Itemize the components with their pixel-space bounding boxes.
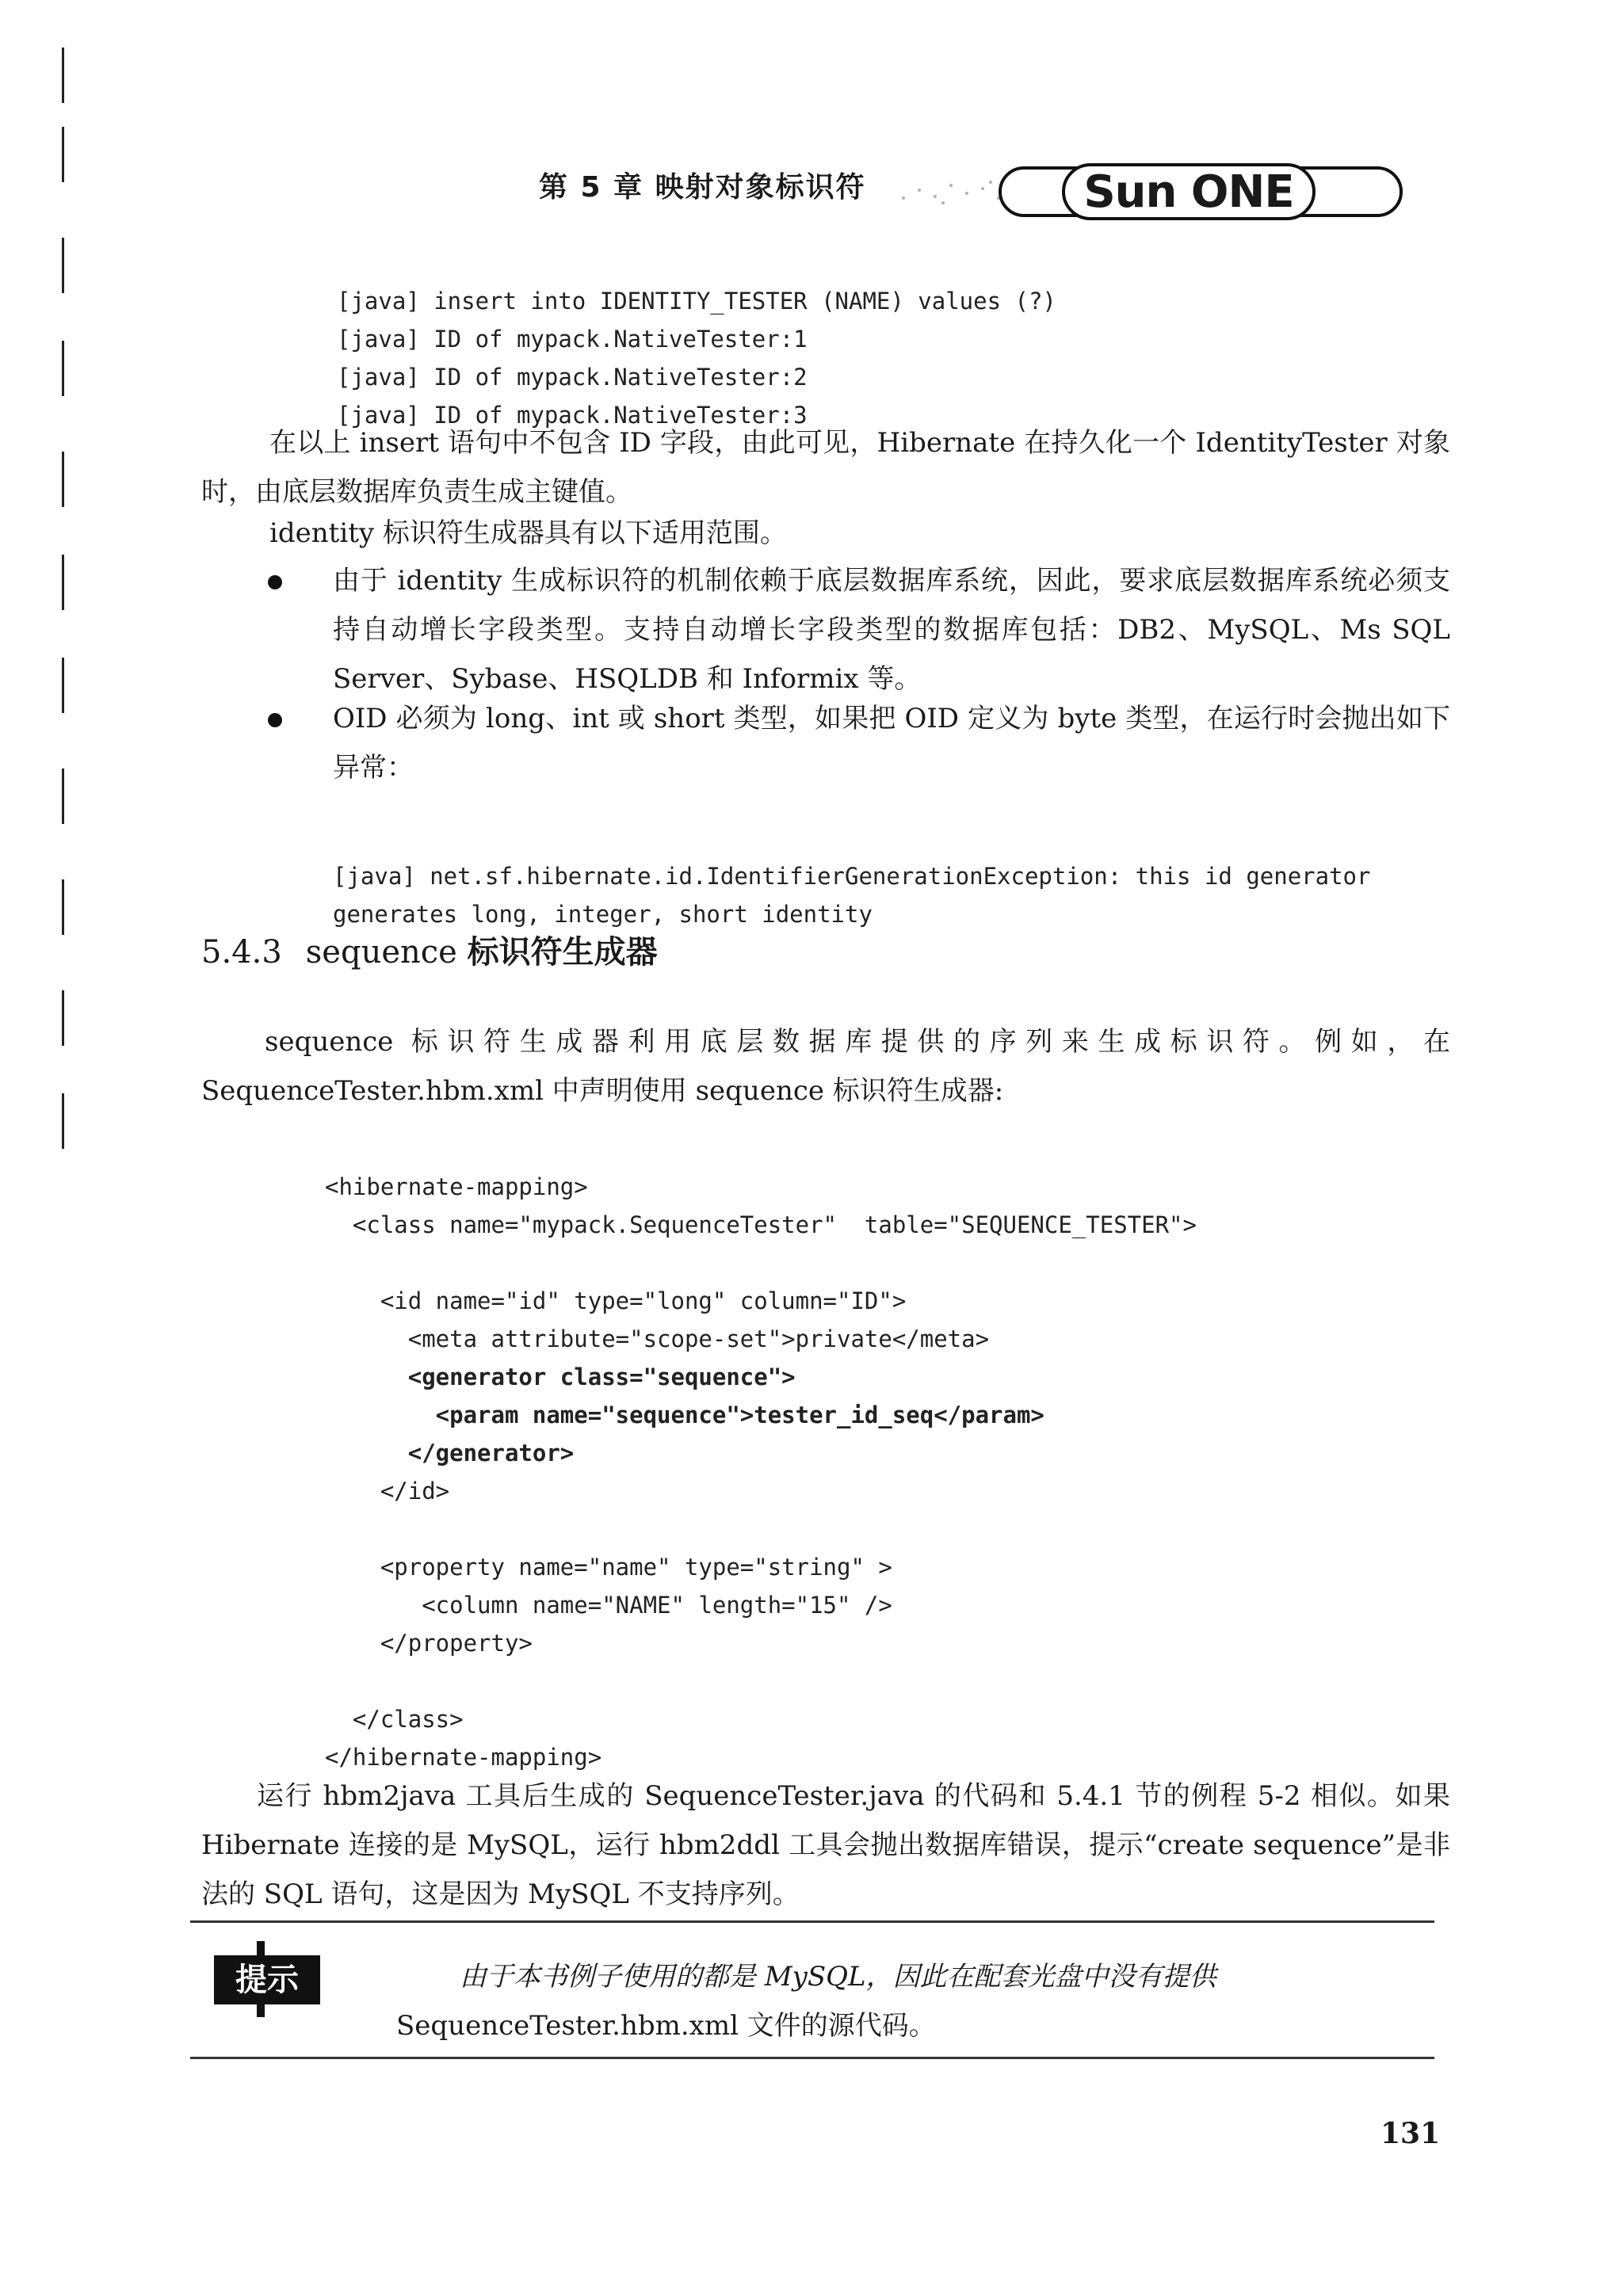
- paragraph: 运行 hbm2java 工具后生成的 SequenceTester.java 的代码和 5.4.1 节的例程 5-2 相似。如果 Hibernate 连接的是 MySQL，运行 hbm2ddl 工具会抛出数据库错误，提示“create sequence”是非法的 SQL 语句，这是因为 MySQL 不支持序列。: [201, 1780, 1450, 1910]
- chapter-title: 第 5 章 映射对象标识符: [539, 171, 866, 204]
- code-line: <param name="sequence">tester_id_seq</param>: [325, 1402, 1044, 1428]
- code-line: <meta attribute="scope-set">private</meta>: [325, 1325, 990, 1352]
- paragraph: 在以上 insert 语句中不包含 ID 字段，由此可见，Hibernate 在持久化一个 IdentityTester 对象时，由底层数据库负责生成主键值。: [201, 427, 1450, 508]
- margin-mark: [62, 127, 64, 182]
- page-header: [539, 158, 1474, 222]
- code-line: </hibernate-mapping>: [325, 1744, 602, 1771]
- bullet-item: OID 必须为 long、int 或 short 类型，如果把 OID 定义为 byte 类型，在运行时会抛出如下异常：: [333, 703, 1450, 784]
- tip-badge-label: 提示: [235, 1962, 299, 1998]
- tip-bottom-rule: [190, 2057, 1434, 2059]
- code-block-xml: [325, 1130, 1197, 1814]
- code-line: <property name="name" type="string" >: [325, 1554, 892, 1581]
- bullet-icon: [268, 575, 282, 589]
- code-line: [java] net.sf.hibernate.id.IdentifierGenerationException: this id generator: [333, 863, 1371, 890]
- tip-line: SequenceTester.hbm.xml 文件的源代码。: [396, 2010, 936, 2042]
- code-line: <generator class="sequence">: [325, 1363, 796, 1390]
- brand-text: Sun ONE: [1083, 166, 1294, 218]
- paragraph: identity 标识符生成器具有以下适用范围。: [269, 517, 787, 549]
- code-line: <class name="mypack.SequenceTester" table="SEQUENCE_TESTER">: [325, 1211, 1197, 1238]
- paragraph: sequence 标识符生成器利用底层数据库提供的序列来生成标识符。例如，在 SequenceTester.hbm.xml 中声明使用 sequence 标识符生成器:: [201, 1026, 1450, 1107]
- code-line: </class>: [325, 1706, 464, 1733]
- code-line: [java] ID of mypack.NativeTester:1: [337, 326, 808, 353]
- tip-top-rule: [190, 1920, 1434, 1923]
- tip-badge: [208, 1941, 327, 2017]
- margin-mark: [62, 990, 64, 1046]
- code-line: </property>: [325, 1630, 533, 1657]
- page-number: 131: [1381, 2117, 1441, 2150]
- code-line: generates long, integer, short identity: [333, 901, 873, 928]
- bullet-item: 由于 identity 生成标识符的机制依赖于底层数据库系统，因此，要求底层数据库系统必须支持自动增长字段类型。支持自动增长字段类型的数据库包括：DB2、MySQL、Ms SQL Server、Sybase、HSQLDB 和 Informix 等。: [333, 565, 1450, 695]
- brand-logo: [1062, 163, 1316, 220]
- halftone-decoration-icon: [896, 174, 1014, 206]
- code-line: [java] ID of mypack.NativeTester:2: [337, 364, 808, 391]
- margin-mark: [62, 555, 64, 610]
- section-heading: [201, 927, 658, 972]
- section-title-plain: sequence: [305, 934, 457, 971]
- code-line: <id name="id" type="long" column="ID">: [325, 1287, 907, 1314]
- margin-mark: [62, 452, 64, 507]
- code-line: </id>: [325, 1478, 450, 1505]
- tip-text: [396, 1952, 1434, 2050]
- margin-mark: [62, 769, 64, 824]
- margin-mark: [62, 341, 64, 396]
- code-line: <column name="NAME" length="15" />: [325, 1592, 892, 1619]
- margin-mark: [62, 238, 64, 293]
- margin-mark: [62, 879, 64, 935]
- margin-mark: [62, 658, 64, 713]
- margin-mark: [62, 1093, 64, 1149]
- margin-mark: [62, 48, 64, 103]
- tip-line: 由于本书例子使用的都是 MySQL，因此在配套光盘中没有提供: [460, 1961, 1216, 1993]
- bullet-icon: [268, 713, 282, 727]
- code-line: <hibernate-mapping>: [325, 1173, 588, 1200]
- code-line: [java] insert into IDENTITY_TESTER (NAME) values (?): [337, 288, 1056, 315]
- code-line: </generator>: [325, 1440, 575, 1466]
- code-line: [java] ID of mypack.NativeTester:3: [337, 402, 808, 429]
- section-number: 5.4.3: [201, 934, 282, 971]
- section-title-bold: 标识符生成器: [467, 934, 658, 971]
